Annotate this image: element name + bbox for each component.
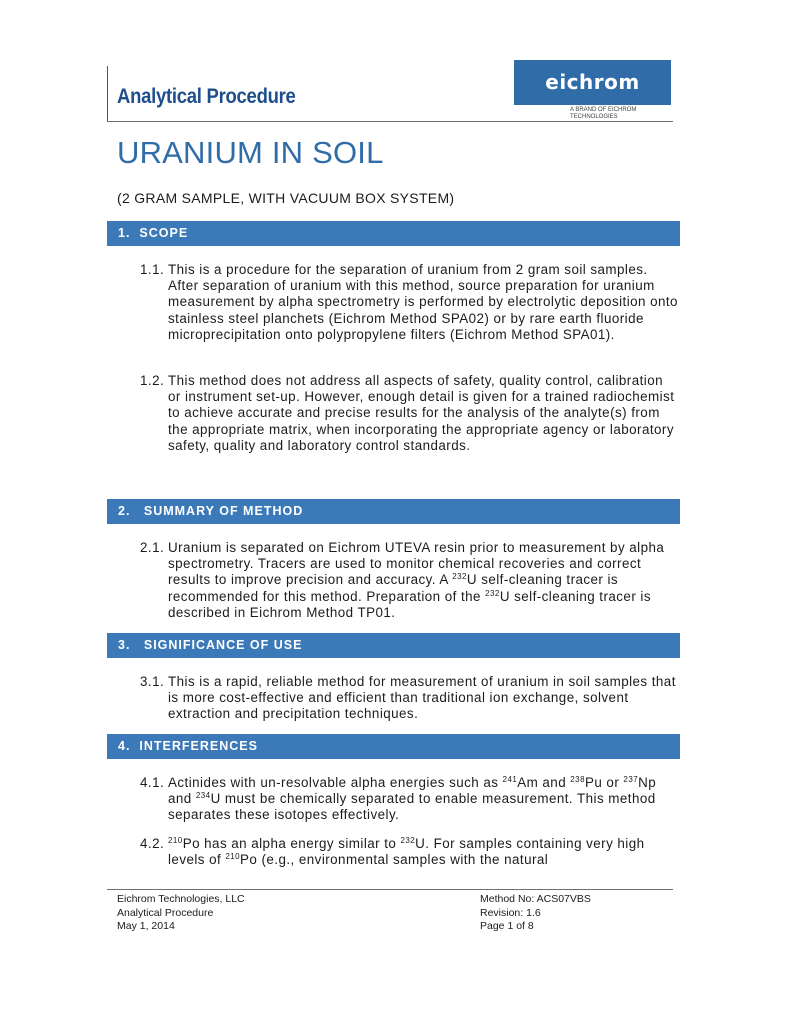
paragraph-number: 1.2.: [140, 373, 165, 388]
text-run: U. For samples containing very high levels of: [168, 836, 645, 868]
isotope-superscript: 234: [195, 791, 211, 801]
footer-doc-type: Analytical Procedure: [117, 906, 214, 919]
logo-subtext: A BRAND OF EICHROM TECHNOLOGIES: [570, 107, 637, 120]
paragraph-4-1: [140, 775, 678, 824]
paragraph-number: 3.1.: [140, 674, 165, 689]
document-type-label: Analytical Procedure: [117, 85, 296, 108]
paragraph-2-1: [140, 540, 678, 621]
isotope-superscript: 232: [485, 588, 500, 598]
paragraph-1-2: [140, 373, 678, 454]
text-run: Po (e.g., environmental samples with the natural: [240, 852, 549, 868]
isotope-superscript: 232: [400, 836, 416, 845]
section-title: SUMMARY OF METHOD: [143, 504, 304, 518]
section-title: SCOPE: [139, 226, 189, 240]
isotope-superscript: 241: [502, 775, 518, 784]
paragraph-text: This is a rapid, reliable method for measurement of uranium in soil samples that is more cost-effective and efficient than traditional ion exchange, solvent extraction and precipitation techniques.: [168, 674, 676, 722]
footer-revision: Revision: 1.6: [480, 906, 541, 919]
section-heading-summary: [107, 499, 680, 524]
paragraph-number: 4.1.: [140, 775, 165, 790]
section-title: INTERFERENCES: [139, 739, 258, 753]
isotope-superscript: 237: [623, 775, 639, 784]
section-title: SIGNIFICANCE OF USE: [143, 638, 303, 652]
section-number: 3.: [118, 638, 131, 652]
isotope-superscript: 232: [452, 572, 467, 582]
section-heading-significance: [107, 633, 680, 658]
text-run: U self-cleaning tracer is described in Eichrom Method TP01.: [168, 588, 651, 620]
text-run: Pu or: [584, 775, 624, 790]
text-run: Actinides with un-resolvable alpha energies such as: [168, 775, 503, 790]
paragraph-number: 2.1.: [140, 540, 165, 555]
isotope-superscript: 210: [168, 836, 183, 845]
page-title: URANIUM IN SOIL: [117, 135, 384, 170]
section-heading-interferences: [107, 734, 680, 759]
header-rule: [107, 121, 673, 122]
isotope-superscript: 238: [570, 775, 585, 784]
paragraph-number: 4.2.: [140, 836, 165, 851]
section-heading-scope: [107, 221, 680, 246]
footer-rule: [107, 889, 673, 890]
footer-page-number: Page 1 of 8: [480, 920, 534, 933]
paragraph-3-1: [140, 674, 678, 723]
isotope-superscript: 210: [225, 852, 241, 862]
section-number: 2.: [118, 504, 131, 518]
eichrom-logo-text: eichrom: [545, 70, 640, 94]
footer-date: May 1, 2014: [117, 920, 175, 933]
page-subtitle: (2 GRAM SAMPLE, WITH VACUUM BOX SYSTEM): [117, 190, 455, 206]
text-run: Am and: [517, 775, 571, 790]
paragraph-1-1: [140, 262, 678, 343]
paragraph-4-2: [140, 836, 678, 868]
header-divider-line: [107, 66, 108, 121]
text-run: U self-cleaning tracer is recommended for this method. Preparation of the: [168, 572, 619, 604]
text-run: Po has an alpha energy similar to: [182, 836, 401, 851]
footer-company: Eichrom Technologies, LLC: [117, 893, 245, 905]
footer-right: [480, 893, 591, 934]
text-run: Uranium is separated on Eichrom UTEVA resin prior to measurement by alpha spectrometry. Tracers are used to monitor chemical recoveries and correct results to improve precision and accuracy. A: [168, 540, 665, 588]
text-run: U must be chemically separated to enable measurement. This method separates these isotopes effectively.: [168, 791, 656, 823]
text-run: Np and: [168, 775, 657, 807]
paragraph-number: 1.1.: [140, 262, 165, 277]
footer-left: [117, 893, 245, 934]
footer-method-number: Method No: ACS07VBS: [480, 893, 591, 905]
paragraph-text: This is a procedure for the separation of uranium from 2 gram soil samples. After separation of uranium with this method, source preparation for uranium measurement by alpha spectrometry is performed by electrolytic deposition onto stainless steel planchets (Eichrom Method SPA02) or by rare earth fluoride microprecipitation onto polypropylene filters (Eichrom Method SPA01).: [168, 262, 678, 342]
section-number: 1.: [118, 226, 131, 240]
section-number: 4.: [118, 739, 131, 753]
paragraph-text: This method does not address all aspects of safety, quality control, calibration or instrument set-up. However, enough detail is given for a trained radiochemist to achieve accurate and precise results for the analysis of the analyte(s) from the appropriate matrix, when incorporating the appropriate agency or laboratory safety, quality and laboratory control standards.: [168, 373, 675, 453]
